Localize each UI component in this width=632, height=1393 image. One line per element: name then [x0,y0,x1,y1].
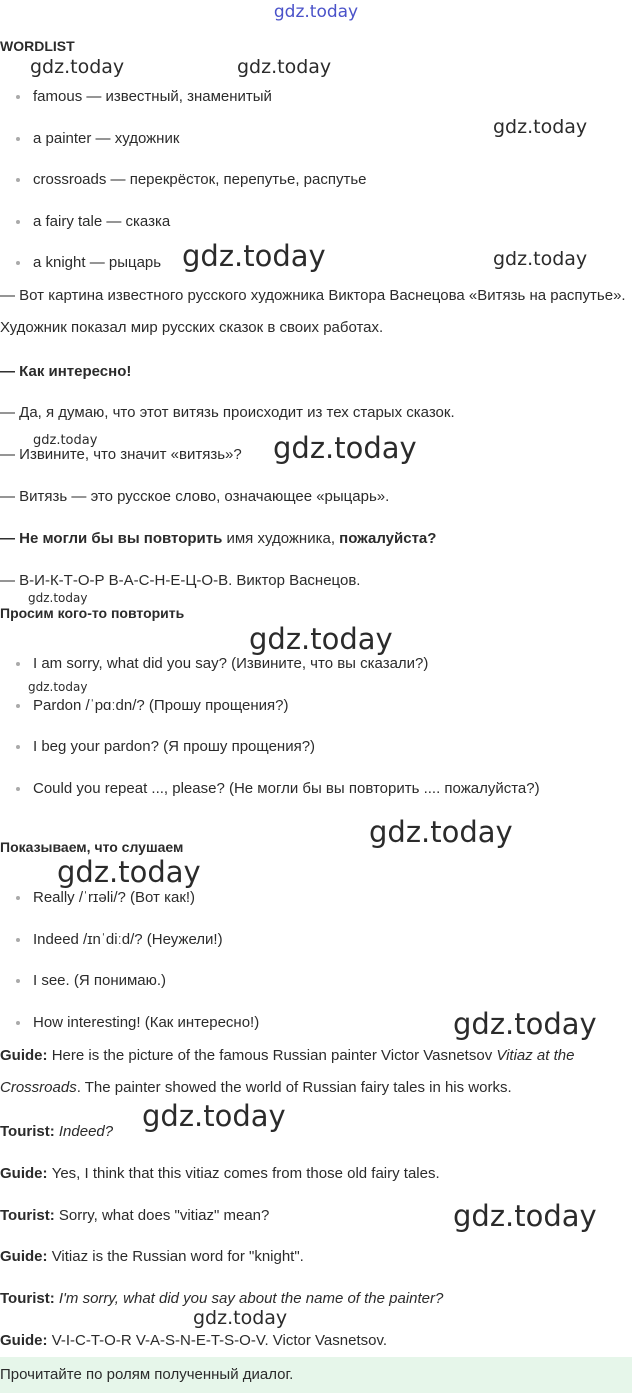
speaker-label: Guide [0,1332,43,1349]
en-dialogue-tourist-1: Tourist: Indeed? [0,1123,114,1140]
listen-heading: Показываем, что слушаем [0,839,184,855]
watermark: gdz.today [237,56,332,78]
speaker-label: Guide [0,1248,43,1265]
en-dialogue-guide-4: Guide: V-I-C-T-O-R V-A-S-N-E-T-S-O-V. Victor Vasnetsov. [0,1332,388,1349]
list-item: Indeed /ɪnˈdiːd/? (Неужели!) [0,930,628,972]
ru-dialogue-line-7: — В-И-К-Т-О-Р В-А-С-Н-Е-Ц-О-В. Виктор Васнецов. [0,572,361,589]
dialogue-text: V-I-C-T-O-R V-A-S-N-E-T-S-O-V. Victor Vasnetsov. [51,1332,388,1349]
list-item: Really /ˈrɪəli/? (Вот как!) [0,888,628,930]
en-dialogue-guide-3: Guide: Vitiaz is the Russian word for "knight". [0,1248,304,1265]
watermark: gdz.today [193,1307,288,1329]
watermark: gdz.today [33,433,98,448]
ru-phrase: имя художника, [222,530,340,547]
watermark: gdz.today [493,248,588,270]
painting-title: Vitiaz at the Crossroads [0,1047,575,1096]
watermark: gdz.today [453,1199,597,1233]
repeat-heading: Просим кого-то повторить [0,605,185,621]
en-dialogue-guide-2: Guide: Yes, I think that this vitiaz comes from those old fairy tales. [0,1165,440,1182]
watermark: gdz.today [28,591,88,605]
watermark: gdz.today [369,815,513,849]
en-dialogue-tourist-3: Tourist: I'm sorry, what did you say about the name of the painter? [0,1290,444,1307]
site-logo[interactable]: gdz.today [273,2,359,22]
repeat-list [0,654,628,820]
list-item: I am sorry, what did you say? (Извините, что вы сказали?) [0,654,628,696]
list-item: I beg your pardon? (Я прошу прощения?) [0,737,628,779]
dialogue-text: Sorry, what does "vitiaz" mean? [58,1207,270,1224]
watermark: gdz.today [453,1007,597,1041]
watermark: gdz.today [142,1099,286,1133]
ru-bold-phrase: пожалуйста? [339,530,437,547]
speaker-label: Tourist [0,1123,50,1140]
list-item: I see. (Я понимаю.) [0,971,628,1013]
wordlist-heading: WORDLIST [0,38,75,54]
dialogue-text: Indeed? [58,1123,114,1140]
list-item: a knight — рыцарь [0,253,628,295]
dialogue-text: Vitiaz is the Russian word for "knight". [51,1248,304,1265]
dialogue-text: Here is the picture of the famous Russian painter Victor Vasnetsov [51,1047,497,1064]
speaker-label: Tourist [0,1290,50,1307]
list-item: Could you repeat ..., please? (Не могли бы вы повторить .... пожалуйста?) [0,779,628,821]
ru-dialogue-line-6 [0,529,628,549]
list-item: a fairy tale — сказка [0,212,628,254]
watermark: gdz.today [30,56,125,78]
list-item: How interesting! (Как интересно!) [0,1013,628,1055]
watermark: gdz.today [249,622,393,656]
instruction-banner: Прочитайте по ролям полученный диалог. [0,1357,632,1393]
dialogue-text: Yes, I think that this vitiaz comes from those old fairy tales. [51,1165,440,1182]
en-dialogue-guide-1: Guide: Here is the picture of the famous Russian painter Victor Vasnetsov Vitiaz at the Crossroads. The painter showed the world of Russian fairy tales in his works. [0,1047,575,1096]
dialogue-text: I'm sorry, what did you say about the name of the painter? [58,1290,444,1307]
watermark: gdz.today [28,680,88,694]
list-item: famous — известный, знаменитый [0,87,628,129]
ru-dialogue-line-1: — Вот картина известного русского художника Виктора Васнецова «Витязь на распутье». Художник показал мир русских сказок в своих работах. [0,287,626,336]
ru-bold-phrase: — Не могли бы вы повторить [0,530,223,547]
watermark: gdz.today [57,855,201,889]
speaker-label: Tourist [0,1207,50,1224]
en-dialogue-tourist-2: Tourist: Sorry, what does "vitiaz" mean? [0,1207,270,1224]
ru-dialogue-line-5: — Витязь — это русское слово, означающее «рыцарь». [0,488,390,505]
ru-dialogue-line-3: — Да, я думаю, что этот витязь происходит из тех старых сказок. [0,404,455,421]
ru-dialogue-line-2: — Как интересно! [0,363,132,380]
dialogue-text: . The painter showed the world of Russian fairy tales in his works. [76,1079,512,1096]
speaker-label: Guide [0,1165,43,1182]
watermark: gdz.today [182,239,326,273]
watermark: gdz.today [273,431,417,465]
list-item: Pardon /ˈpɑːdn/? (Прошу прощения?) [0,696,628,738]
list-item: a painter — художник [0,129,628,171]
ru-dialogue-line-4: — Извините, что значит «витязь»? [0,446,242,463]
watermark: gdz.today [493,116,588,138]
speaker-label: Guide [0,1047,43,1064]
list-item: crossroads — перекрёсток, перепутье, распутье [0,170,628,212]
